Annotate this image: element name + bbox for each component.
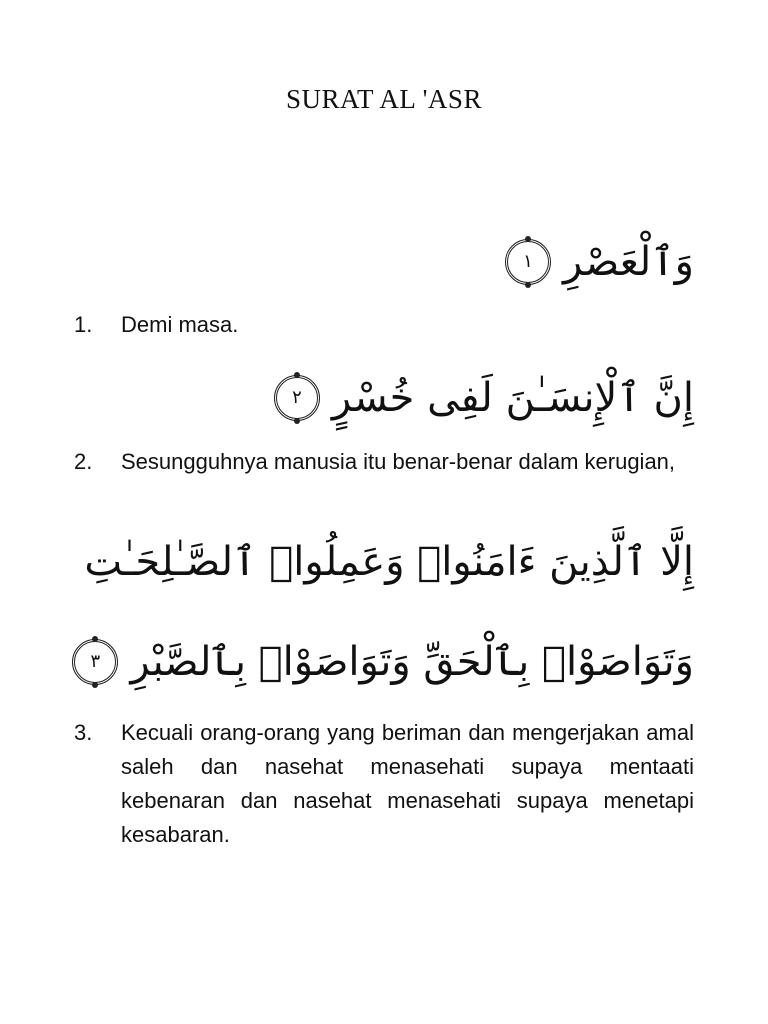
ayah-2-number: 2. — [74, 449, 93, 474]
ayah-2-translation-text: Sesungguhnya manusia itu benar-benar dalam kerugian, — [121, 449, 676, 474]
ayah-1-number: 1. — [74, 312, 93, 337]
page-title: SURAT AL 'ASR — [286, 84, 482, 114]
ayah-1-arabic: وَٱلْعَصْرِ — [563, 239, 694, 285]
ayah-3-number: 3. — [74, 720, 93, 745]
ayah-1-arabic-line — [505, 232, 694, 292]
ayah-3-translation-text: Kecuali orang-orang yang beriman dan mengerjakan amal saleh dan nasehat menasehati supaya mentaati kebenaran dan nasehat menasehati supaya menetapi kesabaran. — [121, 720, 694, 847]
ayah-3-end-marker: ٣ — [72, 639, 118, 685]
ayah-3-arabic-part-1: إِلَّا ٱلَّذِينَ ءَامَنُوا۟ وَعَمِلُوا۟ ٱلصَّـٰلِحَـٰتِ — [84, 539, 694, 585]
ayah-3-translation — [74, 716, 694, 852]
ayah-2-translation — [74, 445, 694, 479]
ayah-2-arabic-line — [274, 368, 694, 428]
ayah-3-arabic-part-2: وَتَوَاصَوْا۟ بِٱلْحَقِّ وَتَوَاصَوْا۟ بِٱلصَّبْرِ — [130, 639, 694, 685]
ayah-3-arabic-line-2 — [72, 632, 694, 692]
ayah-3-arabic-line-1 — [74, 532, 694, 592]
ayah-1-translation — [74, 308, 694, 342]
ayah-1-end-marker: ١ — [505, 239, 551, 285]
ayah-2-arabic: إِنَّ ٱلْإِنسَـٰنَ لَفِى خُسْرٍ — [331, 375, 694, 421]
ayah-2-end-marker: ٢ — [274, 375, 320, 421]
ayah-1-translation-text: Demi masa. — [121, 312, 239, 337]
